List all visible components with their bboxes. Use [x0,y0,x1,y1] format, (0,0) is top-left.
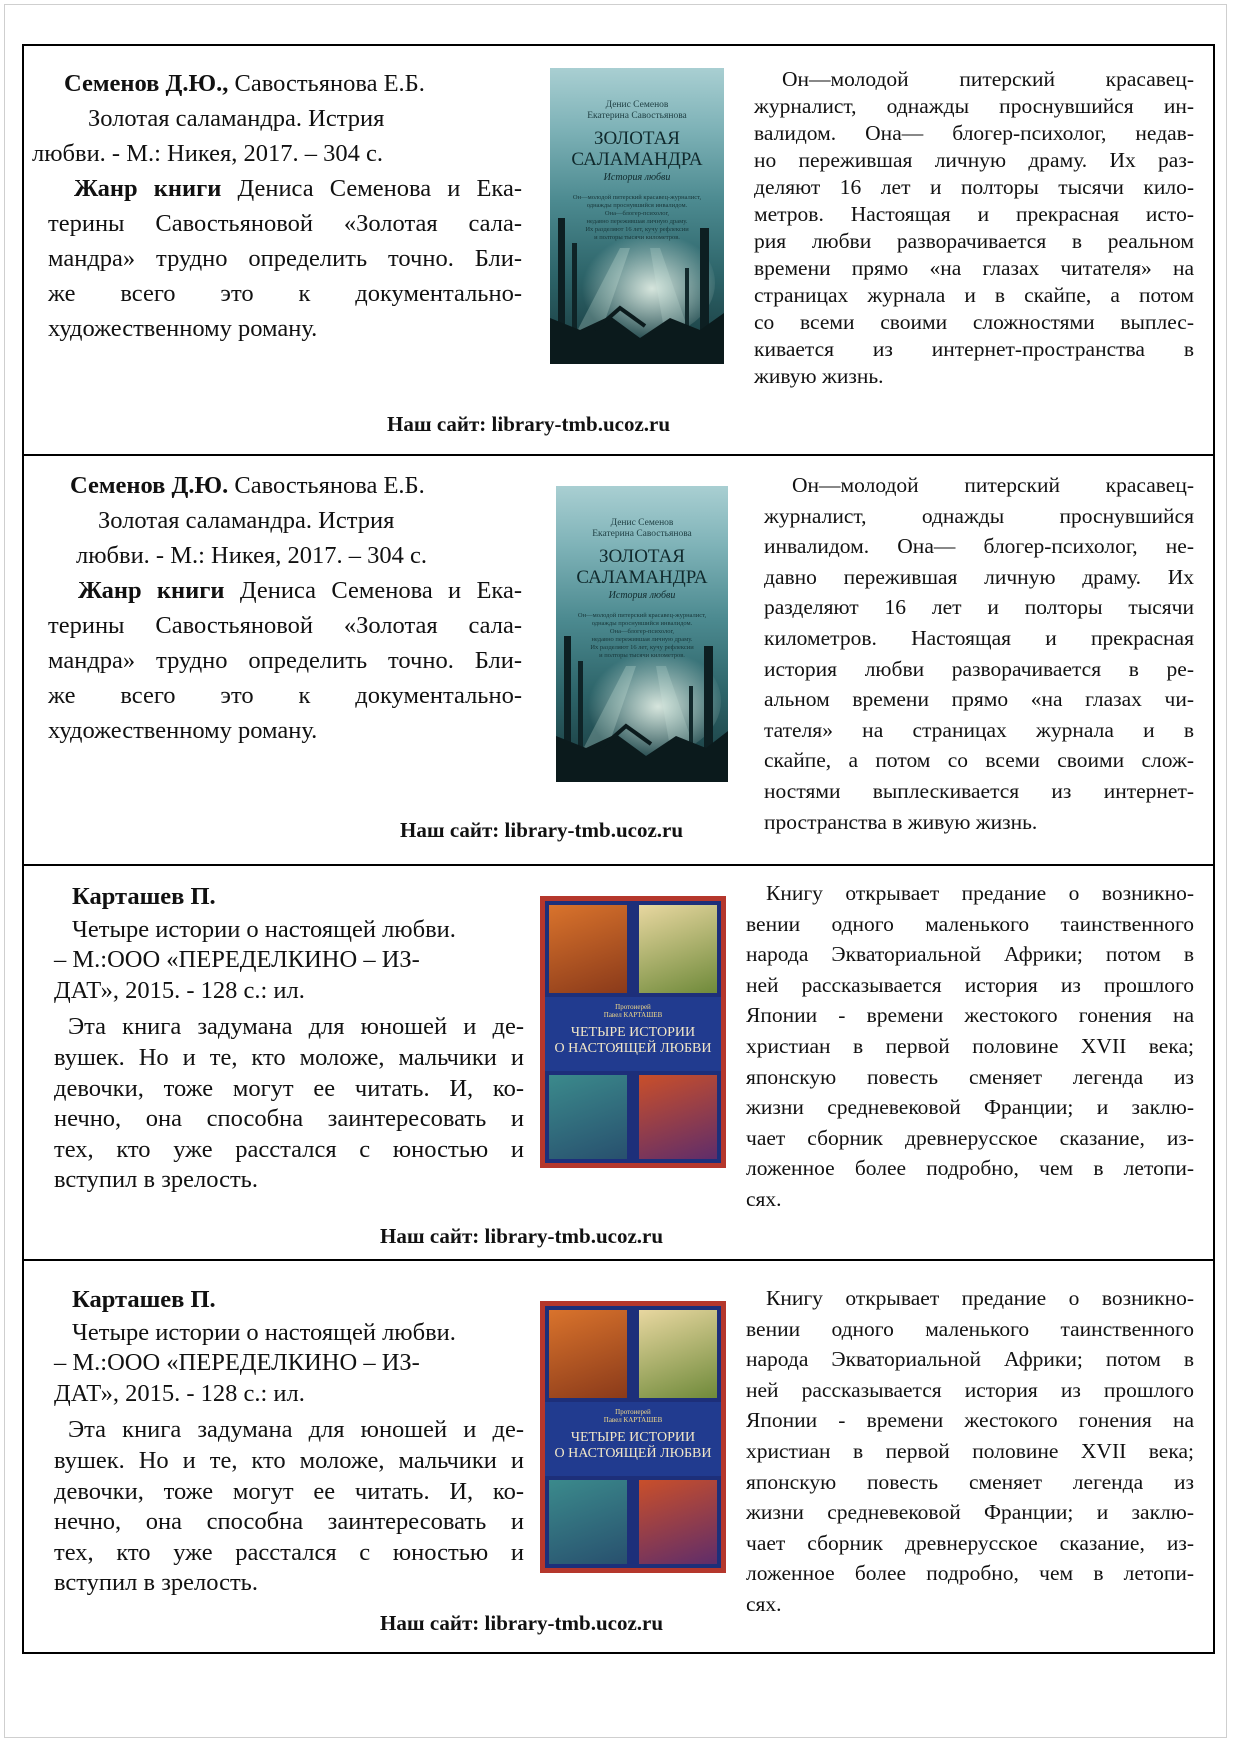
library-site-link[interactable]: Наш сайт: library-tmb.ucoz.ru [400,818,684,842]
description-line: живую жизнь. [754,364,884,388]
library-site-link[interactable]: Наш сайт: library-tmb.ucoz.ru [387,412,671,436]
cover-blurb-line: Их разделяют 16 лет, кучу рефлексии [590,644,694,651]
book-description [746,878,1194,1215]
description-line: ней рассказывается история из прошлого [746,972,1194,997]
cover-title-line: ЗОЛОТАЯ [599,546,685,567]
description-line: сях. [746,1591,782,1616]
description-line: давно пережившая личную драму. Их [764,564,1194,589]
description-line: Книгу открывает предание о возникно- [766,1286,1194,1310]
cover-title-line: САЛАМАНДРА [576,567,708,588]
annotation-line: Эта книга задумана для юношей и де- [68,1013,524,1041]
book-title-line: Золотая саламандра. Истрия [88,105,385,132]
description-line: валидом. Она— блогер-психолог, недав- [754,121,1194,145]
book-description [746,1283,1194,1620]
france-illustration-icon [549,1480,627,1564]
cover-panel [545,1306,721,1568]
description-line: история любви разворачивается в ре- [764,656,1194,681]
description-line: Японии - времени жестокого гонения на [746,1003,1194,1028]
description-line: страницах журнала и в скайпе, а потом [754,283,1194,307]
book-info [32,66,522,346]
annotation-line: тех, кто уже расстался с юностью и [54,1135,524,1163]
cover-title [550,128,724,170]
annotation-line: девочки, тоже могут ее читать. И, ко- [54,1477,524,1505]
description-line: вении одного маленького таинственного [746,911,1194,936]
description-line: сях. [746,1186,782,1211]
description-line: Книгу открывает предание о возникно- [766,881,1194,905]
genre-text: Дениса Семенова и Ека- [224,577,523,604]
book-title-line: Четыре истории о настоящей любви. [72,915,456,943]
book-authors [54,1285,524,1316]
description-line: километров. Настоящая и прекрасная [764,625,1194,650]
library-site-link[interactable]: Наш сайт: library-tmb.ucoz.ru [380,1224,664,1248]
description-line: скайпе, а потом со всеми своими слож- [764,748,1194,773]
book-card-kartashev-2 [22,1261,1215,1654]
description-line: ложенное более подробно, чем в летопи- [746,1156,1194,1181]
annotation-line: вступил в зрелость. [54,1166,258,1194]
genre-text: художественному роману. [48,315,318,342]
book-info [54,882,524,1196]
africa-illustration-icon [549,905,627,993]
cover-author: Денис Семенов [610,518,674,528]
description-line: рия любви разворачивается в реальном [754,229,1194,253]
book-authors [32,66,522,101]
cover-author: Екатерина Савостьянова [587,111,687,121]
description-line: ложенное более подробно, чем в летопи- [746,1561,1194,1586]
book-title-line: Четыре истории о настоящей любви. [72,1318,456,1346]
cover-blurb-line: однажды проснувшийся инвалидом. [591,620,693,627]
description-line: пространства в живую жизнь. [764,809,1038,834]
library-site-link[interactable]: Наш сайт: library-tmb.ucoz.ru [380,1611,664,1635]
description-line: разделяют 16 лет и полторы тысячи [764,595,1194,620]
cover-title-line: ЗОЛОТАЯ [594,128,680,149]
description-line: вении одного маленького таинственного [746,1316,1194,1341]
description-line: жизни средневековой Франции; и заклю- [746,1095,1194,1120]
description-line: народа Экваториальной Африки; потом в [746,942,1194,967]
book-card-salamander-1 [22,44,1215,456]
description-line: чает сборник древнерусское сказание, из- [746,1125,1194,1150]
author-name: Семенов Д.Ю. [70,472,229,499]
cover-title-band [545,997,721,1071]
author-name: Семенов Д.Ю., [64,70,229,97]
author-name: Карташев П. [72,883,216,910]
cover-authors [550,100,724,122]
book-imprint-line: любви. - М.: Никея, 2017. – 304 с. [76,542,428,569]
cover-blurb-line: недавно пережившая личную драму. [591,636,693,643]
cover-mini-text: Павел КАРТАШЕВ [603,1011,663,1019]
cover-blurb-line: Он—молодой питерский красавец-журналист, [577,612,707,619]
annotation-paragraph [54,1415,524,1599]
annotation-line: Эта книга задумана для юношей и де- [68,1416,524,1444]
genre-text: мандра» трудно определить точно. Бли- [48,245,522,272]
description-line: альном времени прямо «на глазах чи- [764,687,1194,712]
cover-title-line: САЛАМАНДРА [571,149,703,170]
cover-title-band [545,1402,721,1476]
description-line: журналист, однажды проснувшийся [764,503,1194,528]
description-line: чает сборник древнерусское сказание, из- [746,1530,1194,1555]
book-imprint-line: ДАТ», 2015. - 128 с.: ил. [54,976,305,1004]
cover-panel [545,901,721,1163]
description-line: ней рассказывается история из прошлого [746,1377,1194,1402]
description-line: японскую повесть сменяет легенда из [746,1064,1194,1089]
genre-label: Жанр книги [78,577,225,604]
cover-title-line: ЧЕТЫРЕ ИСТОРИИ [570,1025,696,1040]
book-info [32,468,522,748]
book-description [764,470,1194,837]
description-line: Он—молодой питерский красавец- [792,473,1194,497]
coauthor-name: Савостьянова Е.Б. [228,472,425,499]
cover-author: Денис Семенов [605,100,669,110]
author-name: Карташев П. [72,1286,216,1313]
russia-illustration-icon [639,1075,717,1159]
description-line: кивается из интернет-пространства в [754,337,1194,361]
coauthor-name: Савостьянова Е.Б. [228,70,425,97]
description-line: христиан в первой половине XVII века; [746,1033,1194,1058]
book-card-salamander-2 [22,456,1215,866]
book-description [754,66,1194,390]
cover-subtitle: История любви [603,172,671,183]
description-line: жизни средневековой Франции; и заклю- [746,1500,1194,1525]
book-cover-salamander [550,68,724,364]
france-illustration-icon [549,1075,627,1159]
book-authors [54,882,524,913]
annotation-line: вушек. Но и те, кто моложе, мальчики и [54,1043,524,1071]
cover-blurb-line: Она—блогер-психолог, [604,210,670,217]
annotation-paragraph [54,1012,524,1196]
cover-blurb-line: и полторы тысячи километров. [599,652,685,659]
genre-text: терины Савостьяновой «Золотая сала- [48,210,522,237]
description-line: времени прямо «на глазах читателя» на [754,256,1194,280]
genre-text: мандра» трудно определить точно. Бли- [48,647,522,674]
africa-illustration-icon [549,1310,627,1398]
book-authors [32,468,522,503]
genre-paragraph [32,171,522,346]
cover-blurb [570,612,714,660]
cover-mini-text: Протоиерей [615,1003,651,1011]
description-line: Японии - времени жестокого гонения на [746,1408,1194,1433]
book-imprint-line: – М.:ООО «ПЕРЕДЕЛКИНО – ИЗ- [54,1349,420,1377]
book-cover-salamander [556,486,728,782]
book-title-line: Золотая саламандра. Истрия [98,507,395,534]
cover-title-line: ЧЕТЫРЕ ИСТОРИИ [570,1430,696,1445]
book-info [54,1285,524,1599]
cover-blurb-line: Он—молодой питерский красавец-журналист, [572,194,702,201]
book-cover-four-stories [540,1301,726,1573]
russia-illustration-icon [639,1480,717,1564]
book-imprint-line: любви. - М.: Никея, 2017. – 304 с. [32,140,384,167]
cover-blurb-line: однажды проснувшийся инвалидом. [586,202,688,209]
book-imprint-line: ДАТ», 2015. - 128 с.: ил. [54,1379,305,1407]
description-line: метров. Настоящая и прекрасная исто- [754,202,1194,226]
description-line: христиан в первой половине XVII века; [746,1438,1194,1463]
description-line: но пережившая личную драму. Их раз- [754,148,1194,172]
annotation-line: нечно, она способна заинтересовать и [54,1105,524,1133]
cover-subtitle: История любви [608,590,676,601]
annotation-line: вступил в зрелость. [54,1569,258,1597]
cover-title-line: О НАСТОЯЩЕЙ ЛЮБВИ [554,1446,712,1461]
description-line: тателя» на страницах журнала и в [764,717,1194,742]
cover-blurb-line: недавно пережившая личную драму. [586,218,688,225]
annotation-line: нечно, она способна заинтересовать и [54,1508,524,1536]
description-line: народа Экваториальной Африки; потом в [746,1347,1194,1372]
genre-text: же всего это к документально- [48,280,522,307]
description-line: деляют 16 лет и полторы тысячи кило- [754,175,1194,199]
cover-blurb-line: Она—блогер-психолог, [609,628,675,635]
genre-label: Жанр книги [74,175,222,202]
genre-text: художественному роману. [48,717,318,744]
book-card-kartashev-1 [22,866,1215,1261]
cover-title-line: О НАСТОЯЩЕЙ ЛЮБВИ [554,1041,712,1056]
book-imprint-line: – М.:ООО «ПЕРЕДЕЛКИНО – ИЗ- [54,946,420,974]
genre-text: терины Савостьяновой «Золотая сала- [48,612,522,639]
annotation-line: тех, кто уже расстался с юностью и [54,1538,524,1566]
annotation-line: девочки, тоже могут ее читать. И, ко- [54,1074,524,1102]
genre-text: Дениса Семенова и Ека- [221,175,522,202]
cover-blurb [564,194,710,242]
cover-authors [556,518,728,540]
cover-mini-text: Павел КАРТАШЕВ [603,1416,663,1424]
description-line: со всеми своими сложностями выплес- [754,310,1194,334]
genre-paragraph [32,573,522,748]
description-line: журналист, однажды проснувшийся ин- [754,94,1194,118]
cover-author: Екатерина Савостьянова [592,529,692,539]
cover-mini-text: Протоиерей [615,1408,651,1416]
cover-blurb-line: и полторы тысячи километров. [594,234,680,241]
annotation-line: вушек. Но и те, кто моложе, мальчики и [54,1446,524,1474]
cover-title [556,546,728,588]
japan-illustration-icon [639,1310,717,1398]
description-line: японскую повесть сменяет легенда из [746,1469,1194,1494]
description-line: ностями выплескивается из интернет- [764,778,1194,803]
description-line: Он—молодой питерский красавец- [782,67,1194,91]
book-cover-four-stories [540,896,726,1168]
japan-illustration-icon [639,905,717,993]
cover-blurb-line: Их разделяют 16 лет, кучу рефлексии [585,226,689,233]
description-line: инвалидом. Она— блогер-психолог, не- [764,534,1194,559]
genre-text: же всего это к документально- [48,682,522,709]
